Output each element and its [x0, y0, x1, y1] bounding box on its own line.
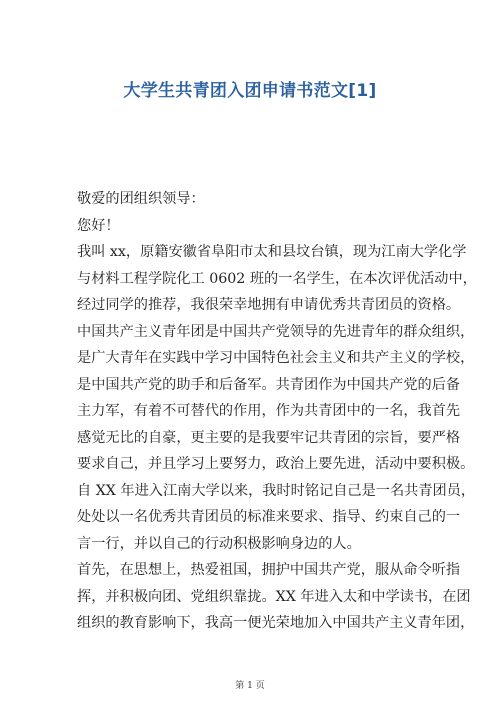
text-line: 与材料工程学院化工 0602 班的一名学生，在本次评优活动中， — [77, 270, 477, 287]
text-line: 中国共产主义青年团是中国共产党领导的先进青年的群众组织， — [77, 323, 475, 340]
text-line: 我叫 xx，原籍安徽省阜阳市太和县坟台镇，现为江南大学化学 — [77, 244, 467, 260]
text-line: 经过同学的推荐，我很荣幸地拥有申请优秀共青团员的资格。 — [77, 297, 461, 313]
text-line: 首先，在思想上，热爱祖国，拥护中国共产党，服从命令听指 — [77, 562, 461, 578]
document-title: 大学生共青团入团申请书范文[1] — [123, 81, 377, 101]
text-line: 感觉无比的自豪，更主要的是我要牢记共青团的宗旨，要严格 — [77, 429, 461, 446]
text-line: 言一行，并以自己的行动积极影响身边的人。 — [77, 535, 361, 552]
text-line: 要求自己，并且学习上要努力，政治上要先进，活动中要积极。 — [77, 456, 475, 472]
text-line: 是中国共产党的助手和后备军。共青团作为中国共产党的后备 — [77, 376, 461, 393]
text-line: 挥，并积极向团、党组织靠拢。XX 年进入太和中学读书，在团 — [77, 588, 471, 605]
text-line: 组织的教育影响下，我高一便光荣地加入中国共产主义青年团， — [77, 615, 475, 631]
text-line: 自 XX 年进入江南大学以来，我时时铭记自己是一名共青团员， — [77, 482, 476, 499]
page-number: 第 1 页 — [235, 681, 265, 691]
text-line: 主力军，有着不可替代的作用，作为共青团中的一名，我首先 — [77, 403, 461, 419]
document-body — [77, 186, 477, 637]
text-line: 敬爱的团组织领导： — [77, 191, 205, 207]
text-line: 您好！ — [77, 217, 120, 234]
text-line: 处处以一名优秀共青团员的标准来要求、指导、约束自己的一 — [77, 509, 461, 525]
text-line: 是广大青年在实践中学习中国特色社会主义和共产主义的学校， — [77, 350, 475, 366]
